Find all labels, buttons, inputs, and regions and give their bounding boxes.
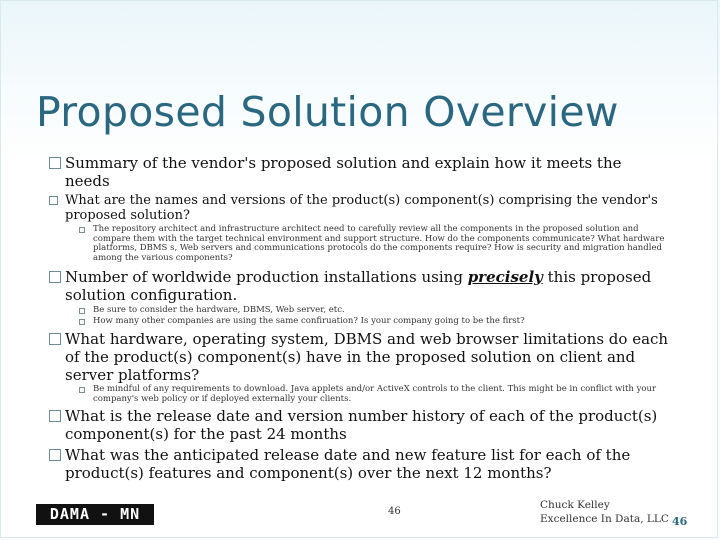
presenter-company: Excellence In Data, LLC: [540, 513, 669, 525]
subbullet-download-requirements: [79, 385, 671, 404]
emphasized-word: precisely: [467, 268, 543, 286]
logo-text: DAMA - MN: [49, 505, 141, 523]
square-bullet-icon: [49, 410, 61, 422]
square-bullet-icon: [79, 319, 85, 325]
subbullet-repository-architect: [79, 225, 671, 263]
slide-title: Proposed Solution Overview: [36, 88, 619, 136]
bullet-release-history: [49, 407, 689, 443]
corner-page-number: 46: [672, 515, 688, 528]
presenter-name: Chuck Kelley: [540, 499, 610, 511]
subbullet-text: The repository architect and infrastructure architect need to carefully review all the components in the proposed solution and compare them with the target technical environment and support structure. How do the components communicate? What hardware platforms, DBMS s, Web servers and communications protocols do the components require? How is security and migration handled among the various components?: [93, 224, 665, 263]
bullet-installations: [49, 268, 699, 304]
square-bullet-icon: [49, 196, 58, 205]
subbullet-consider-hardware: [79, 306, 671, 316]
dama-mn-logo: [36, 504, 154, 525]
bullet-text: What are the names and versions of the product(s) component(s) comprising the vendor's proposed solution?: [65, 193, 658, 223]
subbullet-text: Be mindful of any requirements to download. Java applets and/or ActiveX controls to the client. This might be in conflict with your company's web policy or if deployed externally your clients.: [93, 384, 657, 404]
bullet-product-names: [49, 193, 659, 223]
square-bullet-icon: [49, 449, 61, 461]
bullet-text: Summary of the vendor's proposed solution and explain how it meets the needs: [65, 154, 622, 190]
bullet-text: What hardware, operating system, DBMS and web browser limitations do each of the product(s) component(s) have in the proposed solution on client and server platforms?: [65, 330, 669, 384]
square-bullet-icon: [79, 387, 85, 393]
bullet-text: What was the anticipated release date and new feature list for each of the product(s) features and component(s) over the next 12 months?: [65, 446, 631, 482]
bullet-limitations: [49, 330, 674, 384]
page-number: 46: [388, 506, 401, 517]
presenter-info: [540, 498, 669, 526]
square-bullet-icon: [49, 333, 61, 345]
subbullet-text: How many other companies are using the same confiruation? Is your company going to be the first?: [93, 316, 525, 326]
bullet-anticipated-release: [49, 446, 669, 482]
bullet-summary: [49, 154, 649, 190]
square-bullet-icon: [49, 271, 61, 283]
bullet-text: What is the release date and version number history of each of the product(s) component(s) for the past 24 months: [65, 407, 658, 443]
subbullet-other-companies: [79, 317, 671, 327]
square-bullet-icon: [79, 227, 85, 233]
bullet-text: [65, 268, 699, 304]
square-bullet-icon: [79, 308, 85, 314]
square-bullet-icon: [49, 157, 61, 169]
subbullet-text: Be sure to consider the hardware, DBMS, Web server, etc.: [93, 305, 345, 315]
bullet-text-part: this proposed solution configuration.: [65, 268, 652, 304]
bullet-text-part: Number of worldwide production installations using: [65, 268, 468, 286]
